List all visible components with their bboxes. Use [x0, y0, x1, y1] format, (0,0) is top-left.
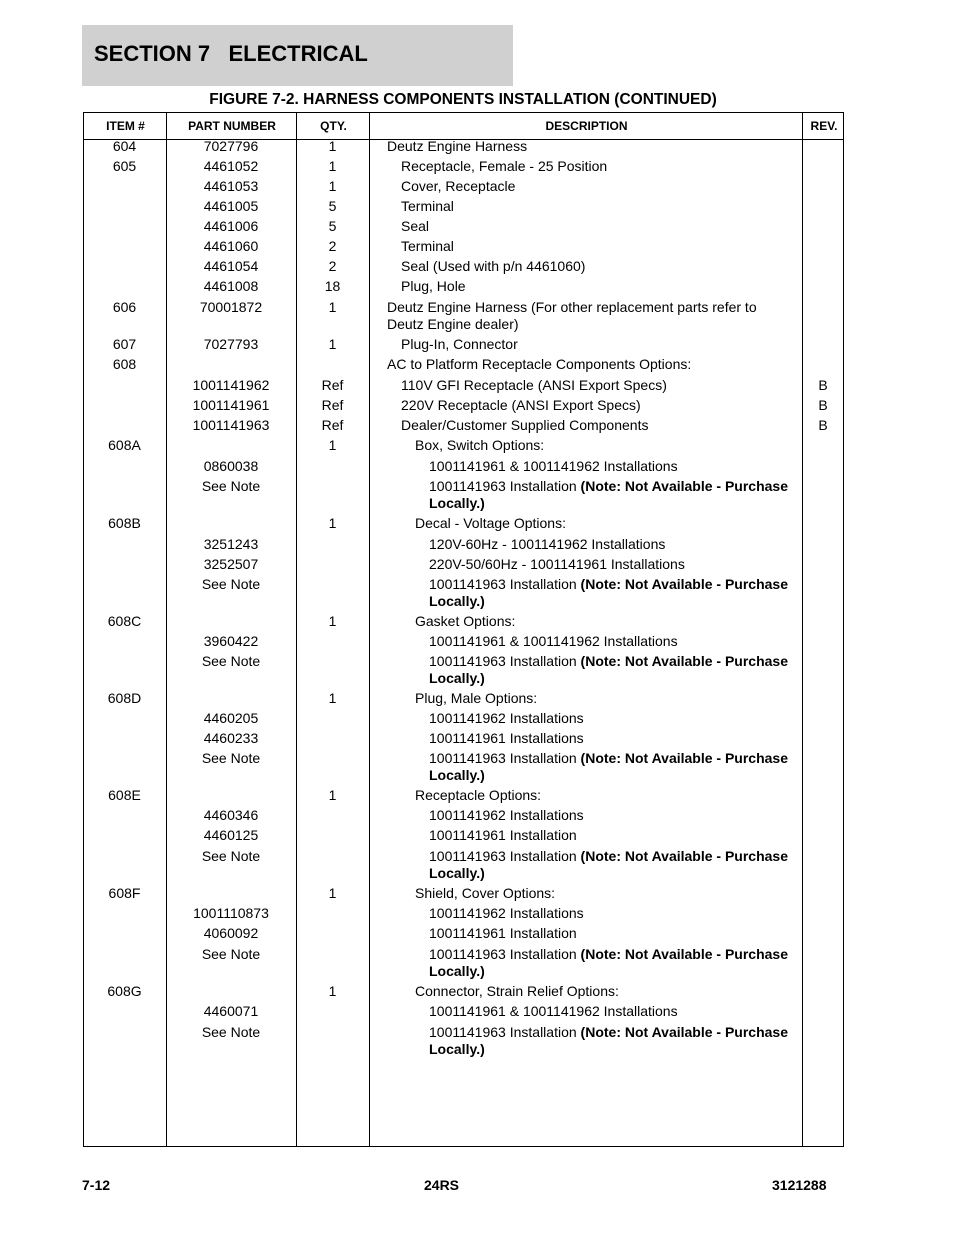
item-number: 608D — [107, 690, 142, 706]
part-number: 4461006 — [203, 218, 259, 234]
description — [387, 750, 839, 784]
description — [387, 377, 811, 394]
quantity: 1 — [328, 336, 337, 352]
description — [387, 730, 839, 747]
table-row — [83, 905, 844, 922]
part-number: 4461053 — [203, 178, 259, 194]
part-number: 4461052 — [203, 158, 259, 174]
part-number: 4460205 — [203, 710, 259, 726]
description-text: 1001141963 Installation — [429, 576, 581, 592]
part-number: 1001110873 — [193, 905, 269, 921]
part-number: 7027796 — [203, 138, 259, 154]
table-row — [83, 397, 844, 414]
quantity: 2 — [328, 258, 337, 274]
table-row — [83, 787, 844, 804]
description-text: AC to Platform Receptacle Components Options: — [387, 356, 692, 372]
description-text: Receptacle, Female - 25 Position — [401, 158, 608, 174]
description — [387, 437, 825, 454]
description-text: 1001141961 & 1001141962 Installations — [429, 1003, 678, 1019]
revision: B — [818, 377, 828, 393]
header-rev: REV. — [810, 119, 838, 133]
description-text: Dealer/Customer Supplied Components — [401, 417, 649, 433]
quantity: 5 — [328, 218, 337, 234]
table-row — [83, 198, 844, 215]
table-row — [83, 356, 844, 373]
table-row — [83, 633, 844, 650]
footer-page-number: 7-12 — [82, 1177, 111, 1193]
description — [387, 336, 811, 353]
table-row — [83, 925, 844, 942]
part-number: 3960422 — [203, 633, 259, 649]
availability-note: (Note: Not Available - Purchase Locally.) — [429, 946, 788, 979]
description-text: 1001141962 Installations — [429, 710, 584, 726]
part-number: 3251243 — [203, 536, 259, 552]
description — [387, 138, 797, 155]
table-row — [83, 437, 844, 454]
description — [387, 478, 839, 512]
table-row — [83, 946, 844, 980]
description-text: 1001141961 Installation — [429, 827, 577, 843]
item-number: 608G — [107, 983, 142, 999]
description-text: Plug-In, Connector — [401, 336, 518, 352]
table-row — [83, 417, 844, 434]
revision: B — [818, 417, 828, 433]
table-row — [83, 178, 844, 195]
description — [387, 946, 839, 980]
part-number: 4460346 — [203, 807, 259, 823]
table-row — [83, 710, 844, 727]
revision: B — [818, 397, 828, 413]
description-text: Seal — [401, 218, 430, 234]
description — [387, 1003, 839, 1020]
description-text: 120V-60Hz - 1001141962 Installations — [429, 536, 666, 552]
table-row — [83, 690, 844, 707]
quantity: 1 — [328, 613, 337, 629]
description-text: Deutz Engine Harness (For other replacement parts refer to Deutz Engine dealer) — [387, 299, 757, 332]
description — [387, 613, 825, 630]
availability-note: (Note: Not Available - Purchase Locally.) — [429, 653, 788, 686]
quantity: 5 — [328, 198, 337, 214]
description-text: Deutz Engine Harness — [387, 138, 528, 154]
part-number: 4461054 — [203, 258, 259, 274]
table-row — [83, 258, 844, 275]
description — [387, 576, 839, 610]
item-number: 608 — [112, 356, 137, 372]
part-number: 7027793 — [203, 336, 259, 352]
description — [387, 807, 839, 824]
table-row — [83, 478, 844, 512]
table-row — [83, 983, 844, 1000]
table-row — [83, 515, 844, 532]
table-row — [83, 730, 844, 747]
description — [387, 1024, 839, 1058]
table-body — [83, 138, 844, 1058]
availability-note: (Note: Not Available - Purchase Locally.) — [429, 1024, 788, 1057]
description — [387, 417, 811, 434]
description — [387, 299, 797, 333]
description — [387, 536, 839, 553]
description-text: Seal (Used with p/n 4461060) — [401, 258, 586, 274]
item-number: 607 — [112, 336, 137, 352]
description-text: Connector, Strain Relief Options: — [415, 983, 619, 999]
table-row — [83, 848, 844, 882]
description-text: 1001141961 & 1001141962 Installations — [429, 633, 678, 649]
description — [387, 198, 811, 215]
description — [387, 690, 825, 707]
section-title: SECTION 7 ELECTRICAL — [94, 41, 368, 66]
quantity: 1 — [328, 437, 337, 453]
description — [387, 653, 839, 687]
part-number: 1001141962 — [192, 377, 270, 393]
description-text: Cover, Receptacle — [401, 178, 516, 194]
description — [387, 278, 811, 295]
description-text: 1001141962 Installations — [429, 905, 584, 921]
description-text: Shield, Cover Options: — [415, 885, 556, 901]
item-number: 608A — [108, 437, 141, 453]
description-text: 1001141961 Installation — [429, 925, 577, 941]
part-number: 4460071 — [203, 1003, 259, 1019]
part-number: See Note — [201, 576, 261, 592]
part-number: 4461060 — [203, 238, 259, 254]
description — [387, 633, 839, 650]
description-text: 1001141961 & 1001141962 Installations — [429, 458, 678, 474]
part-number: See Note — [201, 946, 261, 962]
table-row — [83, 576, 844, 610]
description — [387, 827, 839, 844]
description — [387, 238, 811, 255]
figure-title: FIGURE 7-2. HARNESS COMPONENTS INSTALLATION (CONTINUED) — [209, 91, 717, 108]
description-text: Gasket Options: — [415, 613, 516, 629]
description — [387, 458, 839, 475]
footer-model: 24RS — [424, 1177, 460, 1193]
description-text: Plug, Male Options: — [415, 690, 538, 706]
part-number: 4460233 — [203, 730, 259, 746]
part-number: 4460125 — [203, 827, 259, 843]
table-row — [83, 613, 844, 630]
item-number: 605 — [112, 158, 137, 174]
part-number: See Note — [201, 1024, 261, 1040]
part-number: 4461008 — [203, 278, 259, 294]
description-text: 1001141963 Installation — [429, 653, 581, 669]
description — [387, 178, 811, 195]
description-text: Terminal — [401, 198, 454, 214]
part-number: 4060092 — [203, 925, 259, 941]
description — [387, 905, 839, 922]
part-number: See Note — [201, 750, 261, 766]
description-text: Box, Switch Options: — [415, 437, 545, 453]
quantity: 1 — [328, 299, 337, 315]
item-number: 608C — [107, 613, 142, 629]
description — [387, 885, 825, 902]
part-number: 1001141961 — [192, 397, 270, 413]
part-number: See Note — [201, 848, 261, 864]
table-row — [83, 458, 844, 475]
quantity: 1 — [328, 787, 337, 803]
description — [387, 925, 839, 942]
item-number: 604 — [112, 138, 137, 154]
part-number: See Note — [201, 478, 261, 494]
table-row — [83, 827, 844, 844]
part-number: 70001872 — [199, 299, 263, 315]
table-row — [83, 218, 844, 235]
description-text: 1001141962 Installations — [429, 807, 584, 823]
description — [387, 397, 811, 414]
item-number: 608B — [108, 515, 141, 531]
description — [387, 515, 825, 532]
header-item: ITEM # — [106, 119, 145, 133]
part-number: 4461005 — [203, 198, 259, 214]
quantity: 2 — [328, 238, 337, 254]
table-row — [83, 1003, 844, 1020]
table-row — [83, 653, 844, 687]
header-qty: QTY. — [320, 119, 347, 133]
item-number: 608E — [108, 787, 141, 803]
table-row — [83, 536, 844, 553]
table-row — [83, 885, 844, 902]
quantity: 1 — [328, 178, 337, 194]
table-row — [83, 158, 844, 175]
table-row — [83, 807, 844, 824]
part-number: See Note — [201, 653, 261, 669]
description-text: 1001141963 Installation — [429, 1024, 581, 1040]
quantity: 1 — [328, 138, 337, 154]
description-text: 1001141963 Installation — [429, 848, 581, 864]
table-row — [83, 278, 844, 295]
description-text: Plug, Hole — [401, 278, 466, 294]
description — [387, 848, 839, 882]
availability-note: (Note: Not Available - Purchase Locally.) — [429, 478, 788, 511]
item-number: 606 — [112, 299, 137, 315]
table-row — [83, 1024, 844, 1058]
footer-doc-number: 3121288 — [772, 1177, 827, 1193]
description-text: 220V Receptacle (ANSI Export Specs) — [401, 397, 641, 413]
description-text: 110V GFI Receptacle (ANSI Export Specs) — [401, 377, 667, 393]
availability-note: (Note: Not Available - Purchase Locally.) — [429, 750, 788, 783]
description — [387, 787, 825, 804]
quantity: 1 — [328, 885, 337, 901]
quantity: 1 — [328, 983, 337, 999]
table-row — [83, 336, 844, 353]
description-text: Terminal — [401, 238, 454, 254]
description — [387, 710, 839, 727]
description-text: 1001141963 Installation — [429, 750, 581, 766]
description — [387, 356, 797, 373]
part-number: 0860038 — [203, 458, 259, 474]
availability-note: (Note: Not Available - Purchase Locally.) — [429, 576, 788, 609]
quantity: 18 — [324, 278, 341, 294]
part-number: 1001141963 — [192, 417, 270, 433]
table-row — [83, 556, 844, 573]
table-row — [83, 238, 844, 255]
part-number: 3252507 — [203, 556, 259, 572]
description — [387, 158, 811, 175]
description-text: 1001141963 Installation — [429, 478, 581, 494]
quantity: Ref — [321, 397, 344, 413]
quantity: 1 — [328, 690, 337, 706]
quantity: Ref — [321, 417, 344, 433]
description — [387, 983, 825, 1000]
description-text: Decal - Voltage Options: — [415, 515, 566, 531]
table-row — [83, 299, 844, 333]
table-row — [83, 750, 844, 784]
description — [387, 258, 811, 275]
description — [387, 218, 811, 235]
header-part-number: PART NUMBER — [188, 119, 276, 133]
item-number: 608F — [108, 885, 141, 901]
description-text: Receptacle Options: — [415, 787, 542, 803]
description — [387, 556, 839, 573]
quantity: 1 — [328, 158, 337, 174]
quantity: 1 — [328, 515, 337, 531]
table-row — [83, 377, 844, 394]
header-description: DESCRIPTION — [545, 119, 628, 133]
description-text: 220V-50/60Hz - 1001141961 Installations — [429, 556, 685, 572]
table-row — [83, 138, 844, 155]
quantity: Ref — [321, 377, 344, 393]
description-text: 1001141963 Installation — [429, 946, 581, 962]
description-text: 1001141961 Installations — [429, 730, 584, 746]
availability-note: (Note: Not Available - Purchase Locally.) — [429, 848, 788, 881]
